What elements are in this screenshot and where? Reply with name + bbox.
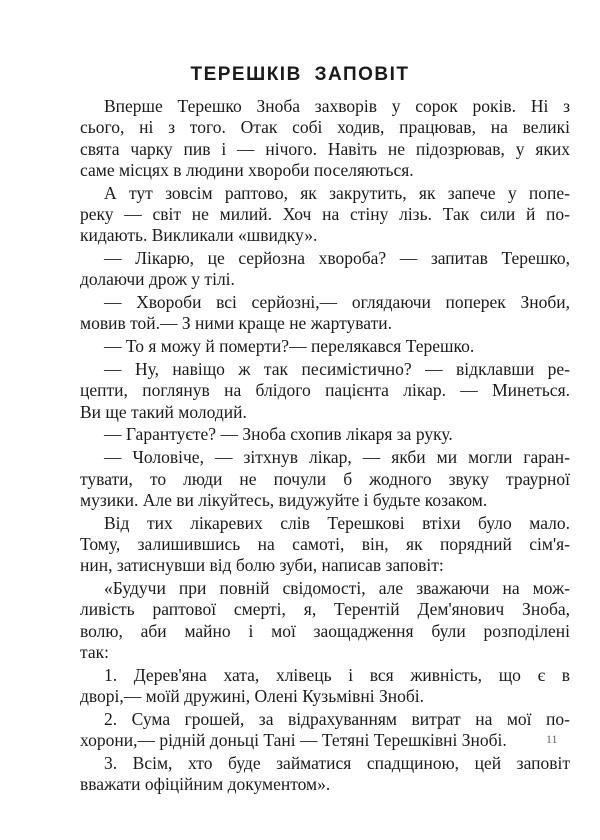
text-line: — Хвороби всі серйозні,— оглядаючи поперек Зноби,: [104, 292, 570, 313]
text-line: А тут зовсім раптово, як закрутить, як запече у попе-: [104, 182, 570, 203]
text-line: — Ну, навіщо ж так песимістично? — відклавши ре-: [104, 359, 570, 380]
paragraph: [80, 183, 570, 247]
text-line: вважати офіційним документом».: [80, 774, 331, 795]
text-line: 3. Всім, хто буде займатися спадщиною, цей заповіт: [104, 752, 570, 773]
text-line: сього, ні з того. Отак собі ходив, працював, на великі: [80, 117, 570, 138]
text-line: — Лікарю, це серйозна хвороба? — запитав Терешко,: [104, 248, 570, 269]
paragraph: [80, 447, 570, 511]
text-line: — То я можу й померти?— перелякався Терешко.: [104, 336, 475, 357]
paragraph: [80, 248, 570, 291]
text-line: «Будучи при повній свідомості, але зважаючи на мож-: [104, 578, 570, 599]
text-line: нин, затиснувши від болю зуби, написав заповіт:: [80, 555, 444, 576]
paragraph: [80, 753, 570, 796]
text-line: музики. Але ви лікуйтесь, видужуйте і будьте козаком.: [80, 489, 488, 510]
text-line: — Гарантуєте? — Зноба схопив лікаря за руку.: [104, 424, 453, 445]
paragraph: [80, 513, 570, 577]
text-line: тувати, то люди не почули б жодного звуку траурної: [80, 468, 570, 489]
page-number: 11: [546, 732, 558, 746]
paragraph: [80, 359, 570, 423]
text-line: Тому, залишившись на самоті, він, як порядний сім'я-: [80, 533, 570, 554]
body-text: [80, 96, 570, 797]
text-line: долаючи дрож у тілі.: [80, 269, 235, 290]
paragraph: [80, 709, 570, 752]
text-line: дворі,— моїй дружині, Олені Кузьмівні Знобі.: [80, 686, 425, 707]
text-line: хорони,— рідній доньці Тані — Тетяні Терешківні Знобі.: [80, 730, 507, 751]
paragraph: [80, 424, 570, 445]
paragraph: [80, 336, 570, 357]
text-line: 1. Дерев'яна хата, хлівець і вся живність, що є в: [104, 664, 570, 685]
text-line: реку — світ не милий. Хоч на стіну лізь. Так сили й по-: [80, 203, 570, 224]
paragraph: [80, 665, 570, 708]
text-line: Від тих лікаревих слів Терешкові втіхи було мало.: [104, 512, 570, 533]
paragraph: [80, 96, 570, 181]
page-title: ТЕРЕШКІВ ЗАПОВІТ: [190, 64, 410, 85]
text-line: саме місцях в людини хвороби поселяються.: [80, 159, 414, 180]
paragraph: [80, 292, 570, 335]
paragraph: [80, 578, 570, 663]
text-line: Ви ще такий молодий.: [80, 401, 247, 422]
text-line: так:: [80, 641, 109, 662]
text-line: — Чоловіче, — зітхнув лікар, — якби ми могли гаран-: [104, 447, 570, 468]
text-line: 2. Сума грошей, за відрахуванням витрат на мої по-: [104, 708, 570, 729]
text-line: мовив той.— З ними краще не жартувати.: [80, 313, 392, 334]
text-line: ливість раптової смерті, я, Терентій Дем'янович Зноба,: [80, 599, 570, 620]
text-line: цепти, поглянув на блідого пацієнта лікар. — Минеться.: [80, 380, 570, 401]
text-line: кидають. Викликали «швидку».: [80, 225, 318, 246]
text-line: свята чарку пив і — нічого. Навіть не підозрював, у яких: [80, 138, 570, 159]
text-line: волю, аби майно і мої заощадження були розподілені: [80, 620, 570, 641]
text-line: Вперше Терешко Зноба захворів у сорок років. Ні з: [104, 96, 570, 116]
